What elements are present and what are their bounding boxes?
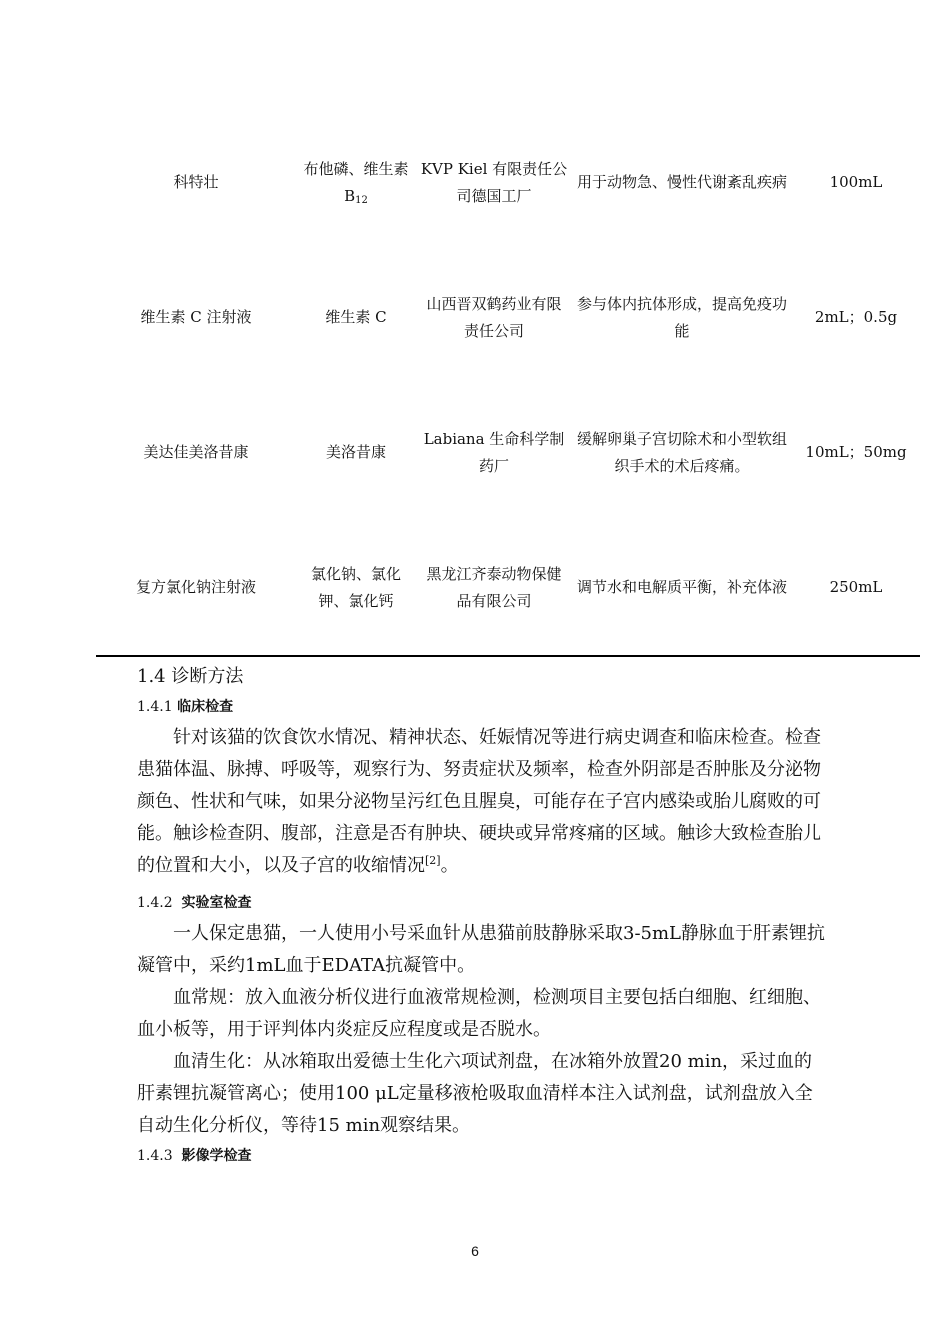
lab-exam-paragraph: 血常规：放入血液分析仪进行血液常规检测，检测项目主要包括白细胞、红细胞、血小板等，用于评判体内炎症反应程度或是否脱水。 (137, 987, 821, 1040)
section-title: 实验室检查 (181, 895, 252, 911)
drug-name-cell: 科特壮 (173, 173, 219, 191)
section-heading-1-4: 1.4 诊断方法 (137, 666, 244, 687)
ingredient-cell: 氯化钠、氯化钾、氯化钙 (296, 520, 416, 656)
table-row (96, 520, 920, 656)
ingredient-cell: 维生素 C (325, 308, 387, 326)
clinical-exam-paragraph (137, 722, 827, 882)
spec-cell: 100mL (829, 173, 883, 191)
maker-cell: Labiana 生命科学制药厂 (423, 429, 565, 475)
ingredient-cell: 美洛昔康 (325, 443, 386, 461)
maker-cell: KVP Kiel 有限责任公司德国工厂 (420, 159, 568, 205)
lab-exam-body (137, 918, 837, 1142)
ingredient-cell (296, 115, 416, 250)
section-number: 1.4.1 (137, 699, 173, 715)
maker-cell: 山西晋双鹤药业有限责任公司 (426, 294, 562, 340)
section-title: 临床检查 (177, 699, 234, 715)
use-cell: 参与体内抗体形成，提高免疫功能 (576, 294, 787, 340)
citation-ref: [2] (425, 854, 441, 867)
drug-table (96, 115, 907, 657)
use-cell: 缓解卵巢子宫切除术和小型软组织手术的术后疼痛。 (576, 429, 787, 475)
drug-name-cell: 维生素 C 注射液 (140, 308, 252, 326)
drug-table-grid (96, 115, 920, 657)
drug-name-cell: 美达佳美洛昔康 (143, 443, 249, 461)
drug-name-cell: 复方氯化钠注射液 (96, 520, 296, 656)
section-heading-1-4-2 (137, 893, 837, 913)
use-cell: 用于动物急、慢性代谢紊乱疾病 (576, 173, 787, 191)
lab-exam-paragraph: 血清生化：从冰箱取出爱德士生化六项试剂盘，在冰箱外放置20 min，采过血的肝素锂抗凝管离心；使用100 μL定量移液枪吸取血清样本注入试剂盘，试剂盘放入全自动生化分析仪，等待15 min观察结果。 (137, 1051, 813, 1136)
clinical-exam-text: 针对该猫的饮食饮水情况、精神状态、妊娠情况等进行病史调查和临床检查。检查患猫体温、脉搏、呼吸等，观察行为、努责症状及频率，检查外阴部是否肿胀及分泌物颜色、性状和气味，如果分泌物呈污红色且腥臭，可能存在子宫内感染或胎儿腐败的可能。触诊检查阴、腹部，注意是否有肿块、硬块或异常疼痛的区域。触诊大致检查胎儿的位置和大小，以及子宫的收缩情况 (137, 727, 821, 876)
spec-cell: 2mL；0.5g (814, 308, 898, 326)
clinical-exam-body (137, 722, 837, 882)
section-heading-1-4-3 (137, 1146, 837, 1166)
page-number: 6 (471, 1243, 479, 1259)
table-row (96, 250, 920, 385)
ingredient-text: 布他磷、维生素 B (303, 159, 409, 205)
maker-cell: 黑龙江齐泰动物保健品有限公司 (416, 520, 572, 656)
section-number: 1.4.2 (137, 895, 173, 911)
use-cell: 调节水和电解质平衡，补充体液 (572, 520, 792, 656)
section-heading-1-4-1 (137, 697, 837, 717)
section-number: 1.4.3 (137, 1148, 173, 1164)
lab-exam-paragraph: 一人保定患猫，一人使用小号采血针从患猫前肢静脉采取3-5mL静脉血于肝素锂抗凝管中，采约1mL血于EDATA抗凝管中。 (137, 923, 826, 976)
table-row (96, 115, 920, 250)
section-title: 影像学检查 (181, 1148, 252, 1164)
table-row (96, 385, 920, 520)
ingredient-subscript: 12 (355, 194, 368, 206)
spec-cell: 10mL；50mg (805, 443, 907, 461)
spec-cell: 250mL (792, 520, 920, 656)
clinical-exam-text-end: 。 (440, 855, 459, 876)
